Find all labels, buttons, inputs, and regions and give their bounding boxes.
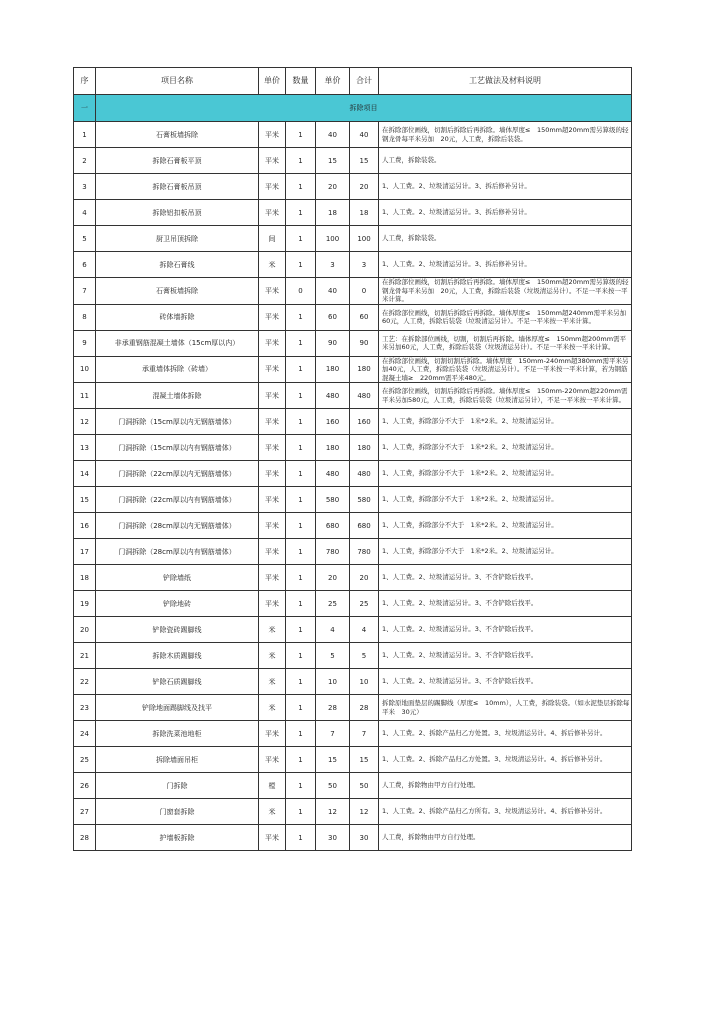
section-title: 拆除项目 xyxy=(96,95,632,122)
table-row xyxy=(74,383,632,409)
row-unit: 米 xyxy=(259,643,286,669)
row-qty: 1 xyxy=(286,773,316,799)
row-price: 28 xyxy=(316,695,350,721)
row-qty: 1 xyxy=(286,591,316,617)
row-qty: 1 xyxy=(286,200,316,226)
row-unit: 平米 xyxy=(259,409,286,435)
row-no: 24 xyxy=(74,721,96,747)
row-unit: 米 xyxy=(259,799,286,825)
row-unit: 平米 xyxy=(259,565,286,591)
row-unit: 平米 xyxy=(259,721,286,747)
table-row xyxy=(74,487,632,513)
table-row xyxy=(74,278,632,305)
row-total: 18 xyxy=(350,200,379,226)
table-row xyxy=(74,226,632,252)
row-unit: 平米 xyxy=(259,461,286,487)
row-price: 15 xyxy=(316,747,350,773)
row-unit: 平米 xyxy=(259,356,286,383)
row-name: 砖体墙拆除 xyxy=(96,304,259,330)
row-name: 承重墙体拆除（砖墙） xyxy=(96,356,259,383)
row-price: 680 xyxy=(316,513,350,539)
row-price: 10 xyxy=(316,669,350,695)
row-price: 90 xyxy=(316,330,350,356)
row-desc: 1、人工费。2、垃圾清运另计。3、拆后修补另计。 xyxy=(379,252,632,278)
table-row xyxy=(74,747,632,773)
row-no: 4 xyxy=(74,200,96,226)
row-desc: 拆除原地面垫层的踢脚线（厚度≤ 10mm），人工费，拆除装袋。（如水泥垫层拆除每平米 30元） xyxy=(379,695,632,721)
row-price: 20 xyxy=(316,565,350,591)
row-qty: 1 xyxy=(286,435,316,461)
row-price: 7 xyxy=(316,721,350,747)
row-name: 拆除石膏线 xyxy=(96,252,259,278)
row-price: 580 xyxy=(316,487,350,513)
row-unit: 平米 xyxy=(259,200,286,226)
row-desc: 在拆除部位画线，切割切割后拆除。墙体厚度 150mm-240mm超380mm需平米另加40元，人工费，拆除后装袋（垃圾清运另计）。不足一平米按一平米计算，若为钢筋混凝土墙≥ 220mm需平米480元。 xyxy=(379,356,632,383)
row-total: 4 xyxy=(350,617,379,643)
row-desc: 1、人工费，拆除部分不大于 1米*2米。2、垃圾清运另计。 xyxy=(379,409,632,435)
row-unit: 樘 xyxy=(259,773,286,799)
table-row xyxy=(74,330,632,356)
row-unit: 平米 xyxy=(259,513,286,539)
row-no: 19 xyxy=(74,591,96,617)
row-desc: 1、人工费。2、垃圾清运另计。3、不含铲除后找平。 xyxy=(379,591,632,617)
row-price: 30 xyxy=(316,825,350,851)
row-price: 180 xyxy=(316,356,350,383)
row-name: 拆除木质踢脚线 xyxy=(96,643,259,669)
section-row xyxy=(74,95,632,122)
row-no: 28 xyxy=(74,825,96,851)
row-unit: 平米 xyxy=(259,122,286,148)
row-total: 10 xyxy=(350,669,379,695)
table-row xyxy=(74,695,632,721)
table-row xyxy=(74,304,632,330)
row-no: 1 xyxy=(74,122,96,148)
row-name: 拆除铝扣板吊顶 xyxy=(96,200,259,226)
row-name: 门洞拆除（28cm厚以内有钢筋墙体） xyxy=(96,539,259,565)
row-unit: 平米 xyxy=(259,747,286,773)
row-total: 160 xyxy=(350,409,379,435)
row-price: 180 xyxy=(316,435,350,461)
table-row xyxy=(74,539,632,565)
table-row xyxy=(74,721,632,747)
row-total: 680 xyxy=(350,513,379,539)
table-row xyxy=(74,435,632,461)
row-price: 20 xyxy=(316,174,350,200)
row-name: 铲除瓷砖踢脚线 xyxy=(96,617,259,643)
row-no: 3 xyxy=(74,174,96,200)
row-qty: 1 xyxy=(286,356,316,383)
header-no: 序 xyxy=(74,68,96,95)
row-unit: 米 xyxy=(259,695,286,721)
row-qty: 1 xyxy=(286,409,316,435)
row-qty: 1 xyxy=(286,383,316,409)
row-no: 16 xyxy=(74,513,96,539)
row-no: 8 xyxy=(74,304,96,330)
row-name: 非承重钢筋混凝土墙体（15cm厚以内） xyxy=(96,330,259,356)
header-price: 单价 xyxy=(316,68,350,95)
row-unit: 平米 xyxy=(259,174,286,200)
row-no: 22 xyxy=(74,669,96,695)
row-qty: 1 xyxy=(286,226,316,252)
row-unit: 平米 xyxy=(259,539,286,565)
table-row xyxy=(74,252,632,278)
row-name: 拆除石膏板平顶 xyxy=(96,148,259,174)
row-qty: 1 xyxy=(286,695,316,721)
row-no: 20 xyxy=(74,617,96,643)
row-total: 480 xyxy=(350,383,379,409)
table-row xyxy=(74,200,632,226)
row-name: 门拆除 xyxy=(96,773,259,799)
row-no: 27 xyxy=(74,799,96,825)
row-price: 15 xyxy=(316,148,350,174)
row-desc: 1、人工费。2、拆除产品归乙方处置。3、垃圾清运另计。4、拆后修补另计。 xyxy=(379,747,632,773)
row-unit: 平米 xyxy=(259,304,286,330)
table-row xyxy=(74,565,632,591)
row-desc: 人工费，拆除装袋。 xyxy=(379,226,632,252)
row-qty: 1 xyxy=(286,252,316,278)
row-qty: 1 xyxy=(286,122,316,148)
table-row xyxy=(74,148,632,174)
row-unit: 平米 xyxy=(259,487,286,513)
row-total: 780 xyxy=(350,539,379,565)
row-desc: 在拆除部位画线，切割后拆除后再拆除。墙体厚度≤ 150mm超240mm需平米另加60元，人工费，拆除后装袋（垃圾清运另计）。不足一平米按一平米计算。 xyxy=(379,304,632,330)
row-name: 门洞拆除（28cm厚以内无钢筋墙体） xyxy=(96,513,259,539)
row-no: 23 xyxy=(74,695,96,721)
header-total: 合计 xyxy=(350,68,379,95)
row-unit: 平米 xyxy=(259,330,286,356)
row-name: 铲除墙纸 xyxy=(96,565,259,591)
row-name: 拆除洗菜池地柜 xyxy=(96,721,259,747)
row-desc: 1、人工费，拆除部分不大于 1米*2米。2、垃圾清运另计。 xyxy=(379,487,632,513)
row-desc: 人工费，拆除装袋。 xyxy=(379,148,632,174)
row-no: 10 xyxy=(74,356,96,383)
row-no: 9 xyxy=(74,330,96,356)
row-unit: 间 xyxy=(259,226,286,252)
table-row xyxy=(74,825,632,851)
table-row xyxy=(74,122,632,148)
row-unit: 平米 xyxy=(259,435,286,461)
table-row xyxy=(74,591,632,617)
row-desc: 人工费，拆除物由甲方自行处理。 xyxy=(379,825,632,851)
row-total: 20 xyxy=(350,174,379,200)
row-total: 30 xyxy=(350,825,379,851)
row-desc: 1、人工费，拆除部分不大于 1米*2米。2、垃圾清运另计。 xyxy=(379,461,632,487)
row-total: 180 xyxy=(350,435,379,461)
row-desc: 工艺：在拆除部位画线，切割，切割后再拆除。墙体厚度≤ 150mm超200mm需平米另加60元，人工费，拆除后装袋（垃圾清运另计）。不足一平米按一平米计算。 xyxy=(379,330,632,356)
row-no: 26 xyxy=(74,773,96,799)
table-row xyxy=(74,643,632,669)
row-desc: 1、人工费。2、垃圾清运另计。3、不含铲除后找平。 xyxy=(379,565,632,591)
row-total: 3 xyxy=(350,252,379,278)
row-unit: 平米 xyxy=(259,148,286,174)
header-name: 项目名称 xyxy=(96,68,259,95)
row-name: 铲除地面踢脚线及找平 xyxy=(96,695,259,721)
row-total: 0 xyxy=(350,278,379,305)
row-unit: 平米 xyxy=(259,591,286,617)
row-unit: 米 xyxy=(259,669,286,695)
row-no: 17 xyxy=(74,539,96,565)
row-unit: 平米 xyxy=(259,383,286,409)
row-total: 100 xyxy=(350,226,379,252)
row-name: 门洞拆除（22cm厚以内有钢筋墙体） xyxy=(96,487,259,513)
row-qty: 1 xyxy=(286,148,316,174)
row-name: 铲除石质踢脚线 xyxy=(96,669,259,695)
row-no: 14 xyxy=(74,461,96,487)
row-price: 50 xyxy=(316,773,350,799)
row-desc: 1、人工费。2、垃圾清运另计。3、拆后修补另计。 xyxy=(379,174,632,200)
row-total: 12 xyxy=(350,799,379,825)
header-row xyxy=(74,68,632,95)
row-no: 2 xyxy=(74,148,96,174)
row-desc: 1、人工费，拆除部分不大于 1米*2米。2、垃圾清运另计。 xyxy=(379,513,632,539)
row-no: 12 xyxy=(74,409,96,435)
row-total: 50 xyxy=(350,773,379,799)
row-no: 11 xyxy=(74,383,96,409)
table-row xyxy=(74,513,632,539)
row-qty: 1 xyxy=(286,721,316,747)
row-desc: 在拆除部位画线，切割后拆除后再拆除。墙体厚度≤ 150mm超20mm需另算级的轻钢龙骨每平米另加 20元，人工费，拆除后装袋。 xyxy=(379,122,632,148)
row-qty: 1 xyxy=(286,513,316,539)
row-price: 100 xyxy=(316,226,350,252)
row-no: 15 xyxy=(74,487,96,513)
row-qty: 1 xyxy=(286,799,316,825)
row-total: 15 xyxy=(350,148,379,174)
quote-table xyxy=(73,67,632,851)
table-row xyxy=(74,461,632,487)
row-name: 拆除石膏板吊顶 xyxy=(96,174,259,200)
row-total: 40 xyxy=(350,122,379,148)
row-total: 5 xyxy=(350,643,379,669)
row-qty: 1 xyxy=(286,330,316,356)
header-unit: 单价 xyxy=(259,68,286,95)
row-qty: 1 xyxy=(286,747,316,773)
row-no: 21 xyxy=(74,643,96,669)
row-qty: 1 xyxy=(286,304,316,330)
row-qty: 1 xyxy=(286,174,316,200)
row-name: 石膏板墙拆除 xyxy=(96,278,259,305)
row-price: 40 xyxy=(316,122,350,148)
row-unit: 米 xyxy=(259,617,286,643)
table-row xyxy=(74,799,632,825)
row-desc: 在拆除部位画线，切割后拆除后再拆除。墙体厚度≤ 150mm-220mm超220mm需平米另加580元，人工费，拆除后装袋（垃圾清运另计），不足一平米按一平米计算。 xyxy=(379,383,632,409)
row-qty: 1 xyxy=(286,539,316,565)
row-name: 拆除墙面吊柜 xyxy=(96,747,259,773)
row-name: 门洞拆除（15cm厚以内无钢筋墙体） xyxy=(96,409,259,435)
row-desc: 1、人工费，拆除部分不大于 1米*2米。2、垃圾清运另计。 xyxy=(379,435,632,461)
row-price: 480 xyxy=(316,383,350,409)
row-qty: 1 xyxy=(286,643,316,669)
row-qty: 0 xyxy=(286,278,316,305)
row-price: 4 xyxy=(316,617,350,643)
row-qty: 1 xyxy=(286,461,316,487)
row-price: 5 xyxy=(316,643,350,669)
row-qty: 1 xyxy=(286,487,316,513)
row-price: 780 xyxy=(316,539,350,565)
row-desc: 1、人工费。2、垃圾清运另计。3、拆后修补另计。 xyxy=(379,200,632,226)
header-desc: 工艺做法及材料说明 xyxy=(379,68,632,95)
table-row xyxy=(74,174,632,200)
row-price: 60 xyxy=(316,304,350,330)
row-total: 20 xyxy=(350,565,379,591)
row-no: 5 xyxy=(74,226,96,252)
table-row xyxy=(74,409,632,435)
row-qty: 1 xyxy=(286,669,316,695)
row-total: 480 xyxy=(350,461,379,487)
row-desc: 1、人工费。2、垃圾清运另计。3、不含铲除后找平。 xyxy=(379,617,632,643)
row-qty: 1 xyxy=(286,617,316,643)
row-name: 门洞拆除（15cm厚以内有钢筋墙体） xyxy=(96,435,259,461)
row-desc: 1、人工费。2、垃圾清运另计。3、不含铲除后找平。 xyxy=(379,643,632,669)
row-price: 3 xyxy=(316,252,350,278)
row-no: 18 xyxy=(74,565,96,591)
section-no: 一 xyxy=(74,95,96,122)
row-total: 15 xyxy=(350,747,379,773)
row-price: 18 xyxy=(316,200,350,226)
row-name: 厨卫吊顶拆除 xyxy=(96,226,259,252)
row-no: 13 xyxy=(74,435,96,461)
row-total: 7 xyxy=(350,721,379,747)
row-price: 12 xyxy=(316,799,350,825)
table-row xyxy=(74,669,632,695)
row-price: 25 xyxy=(316,591,350,617)
row-no: 6 xyxy=(74,252,96,278)
row-total: 90 xyxy=(350,330,379,356)
row-desc: 在拆除部位画线，切割后拆除后再拆除。墙体厚度≤ 150mm超20mm需另算级的轻钢龙骨每平米另加 20元，人工费，拆除后装袋（垃圾清运另计）。不足一平米按一平米计算。 xyxy=(379,278,632,305)
row-total: 28 xyxy=(350,695,379,721)
row-price: 160 xyxy=(316,409,350,435)
row-total: 580 xyxy=(350,487,379,513)
row-total: 60 xyxy=(350,304,379,330)
row-qty: 1 xyxy=(286,565,316,591)
row-name: 护墙板拆除 xyxy=(96,825,259,851)
row-no: 7 xyxy=(74,278,96,305)
row-desc: 1、人工费。2、拆除产品归乙方所有。3、垃圾清运另计。4、拆后修补另计。 xyxy=(379,799,632,825)
row-name: 石膏板墙拆除 xyxy=(96,122,259,148)
header-qty: 数量 xyxy=(286,68,316,95)
row-price: 40 xyxy=(316,278,350,305)
row-unit: 平米 xyxy=(259,278,286,305)
row-price: 480 xyxy=(316,461,350,487)
row-name: 门洞拆除（22cm厚以内无钢筋墙体） xyxy=(96,461,259,487)
row-name: 铲除地砖 xyxy=(96,591,259,617)
table-row xyxy=(74,773,632,799)
row-unit: 米 xyxy=(259,252,286,278)
row-total: 180 xyxy=(350,356,379,383)
row-no: 25 xyxy=(74,747,96,773)
row-unit: 平米 xyxy=(259,825,286,851)
row-desc: 人工费，拆除物由甲方自行处理。 xyxy=(379,773,632,799)
row-total: 25 xyxy=(350,591,379,617)
row-name: 门窗套拆除 xyxy=(96,799,259,825)
table-row xyxy=(74,356,632,383)
table-row xyxy=(74,617,632,643)
row-desc: 1、人工费，拆除部分不大于 1米*2米。2、垃圾清运另计。 xyxy=(379,539,632,565)
row-qty: 1 xyxy=(286,825,316,851)
row-name: 混凝土墙体拆除 xyxy=(96,383,259,409)
row-desc: 1、人工费。2、垃圾清运另计。3、不含铲除后找平。 xyxy=(379,669,632,695)
row-desc: 1、人工费。2、拆除产品归乙方处置。3、垃圾清运另计。4、拆后修补另计。 xyxy=(379,721,632,747)
